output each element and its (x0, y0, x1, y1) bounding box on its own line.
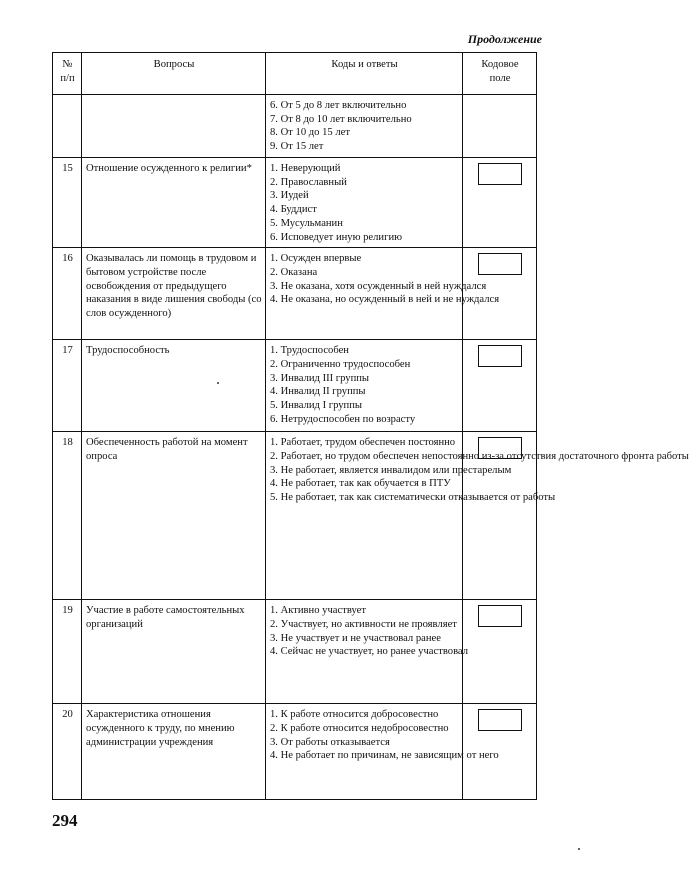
answer-codes (266, 432, 689, 600)
row-number: 17 (53, 340, 82, 432)
question-text (82, 95, 266, 158)
row-number: 20 (53, 704, 82, 800)
answer-option: 4. Сейчас не участвует, но ранее участвовал (270, 646, 469, 658)
table-row (53, 432, 537, 600)
answer-option: 4. Не оказана, но осужденный в ней и не нуждался (270, 294, 500, 306)
answer-option: 4. Инвалид II группы (270, 386, 366, 398)
code-entry-box[interactable] (478, 163, 522, 185)
answer-option: 2. Оказана (270, 266, 318, 278)
code-field-cell (463, 95, 537, 158)
answer-option: 5. Мусульманин (270, 217, 343, 229)
scan-speck (217, 382, 219, 384)
answer-option: 6. Исповедует иную религию (270, 231, 403, 243)
answer-option: 2. Православный (270, 176, 347, 188)
table-row (53, 600, 537, 704)
answer-option: 3. От работы отказывается (270, 736, 390, 748)
answer-option: 6. Нетрудоспособен по возрасту (270, 413, 416, 425)
header-questions: Вопросы (82, 53, 266, 95)
answer-option: 2. Участвует, но активности не проявляет (270, 618, 457, 630)
answer-option: 1. Неверующий (270, 163, 341, 174)
answer-option: 8. От 10 до 15 лет (270, 127, 350, 139)
row-number: 16 (53, 248, 82, 340)
answer-option: 9. От 15 лет (270, 141, 324, 153)
answer-codes (266, 600, 469, 704)
header-code-field: Кодовое поле (463, 53, 537, 95)
answer-option: 2. Работает, но трудом обеспечен непостоянно из-за отсутствия достаточного фронта работы (270, 450, 689, 462)
code-field-cell (463, 600, 537, 704)
answer-option: 5. Не работает, так как систематически отказывается от работы (270, 492, 556, 504)
answer-codes (266, 340, 463, 432)
header-answers: Коды и ответы (266, 53, 463, 95)
table-row (53, 95, 537, 158)
row-number: 15 (53, 158, 82, 248)
answer-option: 1. К работе относится добросовестно (270, 709, 439, 721)
question-text: Участие в работе самостоятельных организаций (82, 600, 266, 704)
answer-option: 3. Не участвует и не участвовал ранее (270, 632, 441, 644)
answer-option: 1. Осужден впервые (270, 253, 362, 265)
answer-codes (266, 248, 500, 340)
answer-option: 3. Иудей (270, 190, 309, 202)
table-row (53, 158, 537, 248)
scan-speck (578, 848, 580, 850)
answer-codes (266, 95, 463, 158)
table-row (53, 704, 537, 800)
code-entry-box[interactable] (478, 709, 522, 731)
code-entry-box[interactable] (478, 605, 522, 627)
code-entry-box[interactable] (478, 253, 522, 275)
answer-option: 5. Инвалид I группы (270, 400, 362, 412)
header-num: № п/п (53, 53, 82, 95)
answer-option: 4. Не работает по причинам, не зависящим от него (270, 750, 499, 762)
code-field-cell (463, 340, 537, 432)
code-entry-box[interactable] (478, 437, 522, 459)
row-number (53, 95, 82, 158)
answer-option: 3. Инвалид III группы (270, 372, 370, 384)
question-text: Характеристика отношения осужденного к труду, по мнению администрации учреждения (82, 704, 266, 800)
page-number: 294 (52, 811, 78, 830)
continuation-label: Продолжение (467, 32, 542, 46)
question-text: Отношение осужденного к религии* (82, 158, 266, 248)
answer-option: 7. От 8 до 10 лет включительно (270, 113, 412, 125)
answer-option: 1. Работает, трудом обеспечен постоянно (270, 437, 456, 449)
questionnaire-table (52, 52, 689, 800)
table-row (53, 248, 537, 340)
answer-codes (266, 158, 463, 248)
row-number: 18 (53, 432, 82, 600)
answer-option: 6. От 5 до 8 лет включительно (270, 100, 407, 111)
row-number: 19 (53, 600, 82, 704)
question-text: Трудоспособность (82, 340, 266, 432)
question-text: Оказывалась ли помощь в трудовом и бытовом устройстве после освобождения от предыдущего наказания в виде лишения свободы (со слов осужденного) (82, 248, 266, 340)
code-field-cell (463, 158, 537, 248)
table-header-row (53, 53, 537, 95)
answer-option: 3. Не работает, является инвалидом или престарелым (270, 464, 512, 476)
table-row (53, 340, 537, 432)
answer-codes (266, 704, 499, 800)
answer-option: 2. К работе относится недобросовестно (270, 722, 449, 734)
answer-option: 3. Не оказана, хотя осужденный в ней нуждался (270, 280, 487, 292)
answer-option: 2. Ограниченно трудоспособен (270, 358, 411, 370)
answer-option: 1. Активно участвует (270, 605, 366, 617)
answer-option: 4. Не работает, так как обучается в ПТУ (270, 478, 451, 490)
answer-option: 1. Трудоспособен (270, 345, 349, 357)
answer-option: 4. Буддист (270, 204, 317, 216)
code-entry-box[interactable] (478, 345, 522, 367)
question-text: Обеспеченность работой на момент опроса (82, 432, 266, 600)
